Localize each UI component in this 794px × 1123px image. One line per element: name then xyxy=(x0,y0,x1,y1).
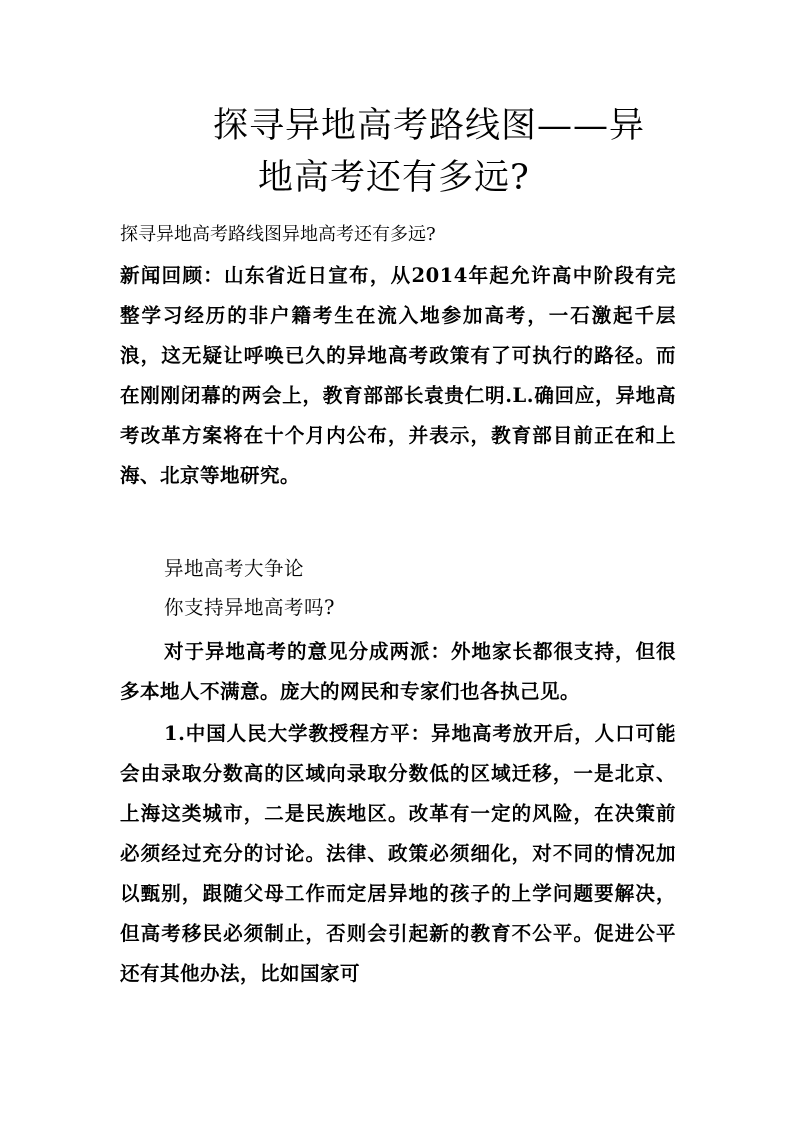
title-line-1: 探寻异地高考路线图——异 xyxy=(213,106,646,146)
section-heading: 异地高考大争论 xyxy=(164,557,305,580)
question-line: 你支持异地高考吗? xyxy=(164,596,335,619)
document-subtitle: 探寻异地高考路线图异地高考还有多远? xyxy=(120,224,436,245)
expert-paragraph: 1.中国人民大学教授程方平：异地高考放开后，人口可能会由录取分数高的区域向录取分数低的区域迁移，一是北京、上海这类城市，二是民族地区。改革有一定的风险，在决策前必须经过充分的讨论。法律、政策必须细化，对不同的情况加以甄别，跟随父母工作而定居异地的孩子的上学问题要解决，但高考移民必须制止，否则会引起新的教育不公平。促进公平还有其他办法，比如国家可 xyxy=(120,722,676,985)
title-line-2: 地高考还有多远? xyxy=(258,158,530,198)
document-title xyxy=(0,100,794,204)
opinion-paragraph: 对于异地高考的意见分成两派：外地家长都很支持，但很多本地人不满意。庞大的网民和专家们也各执己见。 xyxy=(120,640,676,703)
news-review-paragraph: 新闻回顾：山东省近日宣布，从2014年起允许高中阶段有完整学习经历的非户籍考生在流入地参加高考，一石激起千层浪，这无疑让呼唤已久的异地高考政策有了可执行的路径。而在刚刚闭幕的两会上，教育部部长袁贵仁明.L.确回应，异地高考改革方案将在十个月内公布，并表示，教育部目前正在和上海、北京等地研究。 xyxy=(120,264,676,487)
